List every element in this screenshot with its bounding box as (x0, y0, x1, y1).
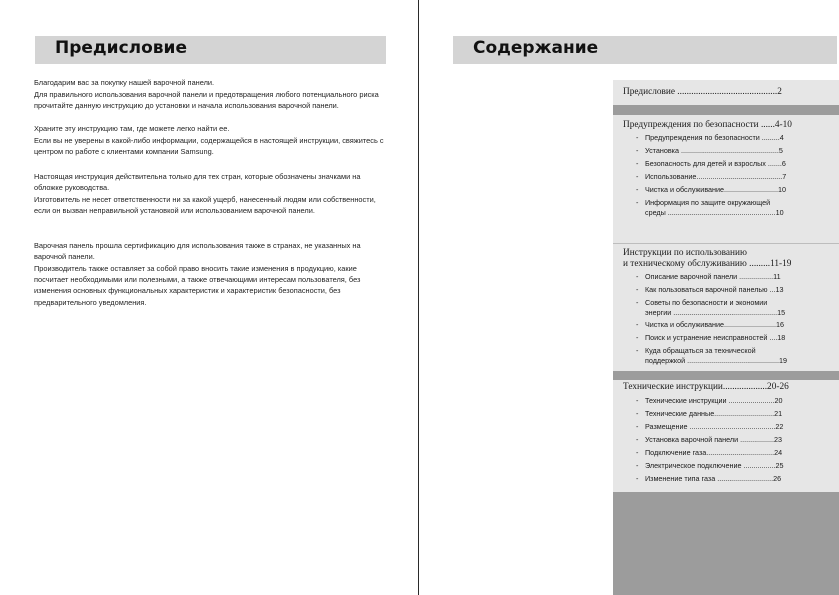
toc-item[interactable]: - Информация по защите окружающей среды ......................................................10 (636, 198, 784, 217)
preface-paragraph: Варочная панель прошла сертификацию для использования также в странах, не указанных на варочной панели. (34, 241, 361, 262)
preface-paragraph: Производитель также оставляет за собой право вносить такие изменения в продукцию, какие посчитает необходимыми или полезными, а также отвечающими интересам пользователя, без изменения основных функциональных характеристик и характеристик безопасности, без предварительного уведомления. (34, 264, 361, 307)
preface-paragraph: Для правильного использования варочной панели и предотвращения любого потенциального риска прочитайте данную инструкцию до установки и начала использования варочной панели. (34, 90, 379, 111)
preface-paragraph: Благодарим вас за покупку нашей варочной панели. (34, 78, 215, 87)
toc-item[interactable]: - Установка .................................................5 (636, 146, 783, 155)
toc-item[interactable]: - Технические инструкции .......................20 (636, 396, 783, 405)
toc-item[interactable]: - Описание варочной панели .................11 (636, 272, 781, 281)
preface-heading: Предисловие (55, 38, 187, 58)
toc-item[interactable]: - Подключение газа..................................24 (636, 448, 783, 457)
toc-item[interactable]: - Электрическое подключение ................25 (636, 461, 784, 470)
preface-paragraph: Настоящая инструкция действительна только для тех стран, которые обозначены значками на обложке руководства. (34, 172, 361, 193)
toc-link-technical[interactable]: Технические инструкции...................20-26 (623, 382, 789, 392)
toc-link-usage[interactable]: Инструкции по использованию и техническому обслуживанию .........11-19 (623, 248, 792, 269)
toc-item[interactable]: - Как пользоваться варочной панелью ...13 (636, 285, 784, 294)
toc-item[interactable]: - Безопасность для детей и взрослых .......6 (636, 159, 786, 168)
toc-item[interactable]: - Предупреждения по безопасности .........4 (636, 133, 784, 142)
toc-item[interactable]: - Чистка и обслуживание...........................10 (636, 185, 786, 194)
toc-section-safety (613, 115, 839, 243)
toc-item[interactable]: - Поиск и устранение неисправностей ....18 (636, 333, 786, 342)
toc-section-preface (613, 80, 839, 105)
toc-link-safety[interactable]: Предупреждения по безопасности ......4-10 (623, 120, 792, 130)
preface-paragraph: Если вы не уверены в какой-либо информации, содержащейся в настоящей инструкции, свяжитесь с центром по работе с клиентами компании Samsung. (34, 136, 384, 157)
toc-item[interactable]: - Советы по безопасности и экономии энергии ....................................................15 (636, 298, 786, 317)
contents-heading: Содержание (473, 38, 599, 58)
toc-item[interactable]: - Изменение типа газа ............................26 (636, 474, 782, 483)
page-divider (418, 0, 419, 595)
toc-item[interactable]: - Чистка и обслуживание..........................16 (636, 320, 784, 329)
toc-item[interactable]: - Использование...........................................7 (636, 172, 787, 181)
toc-item[interactable]: - Технические данные..............................21 (636, 409, 783, 418)
preface-paragraph: Храните эту инструкцию там, где можете легко найти ее. (34, 124, 230, 133)
preface-paragraph: Изготовитель не несет ответственности ни за какой ущерб, нанесенный людям или собственности, если он вызван неправильной установкой или использованием варочной панели. (34, 195, 376, 216)
toc-section-technical (613, 380, 839, 492)
toc-section-usage (613, 243, 839, 371)
preface-heading-bar (35, 36, 386, 64)
toc-item[interactable]: - Куда обращаться за технической поддержкой ..............................................19 (636, 346, 788, 365)
contents-heading-bar (453, 36, 837, 64)
toc-item[interactable]: - Размещение ...........................................22 (636, 422, 784, 431)
toc-link-preface[interactable]: Предисловие ...........................................2 (623, 87, 782, 97)
toc-item[interactable]: - Установка варочной панели .................23 (636, 435, 783, 444)
